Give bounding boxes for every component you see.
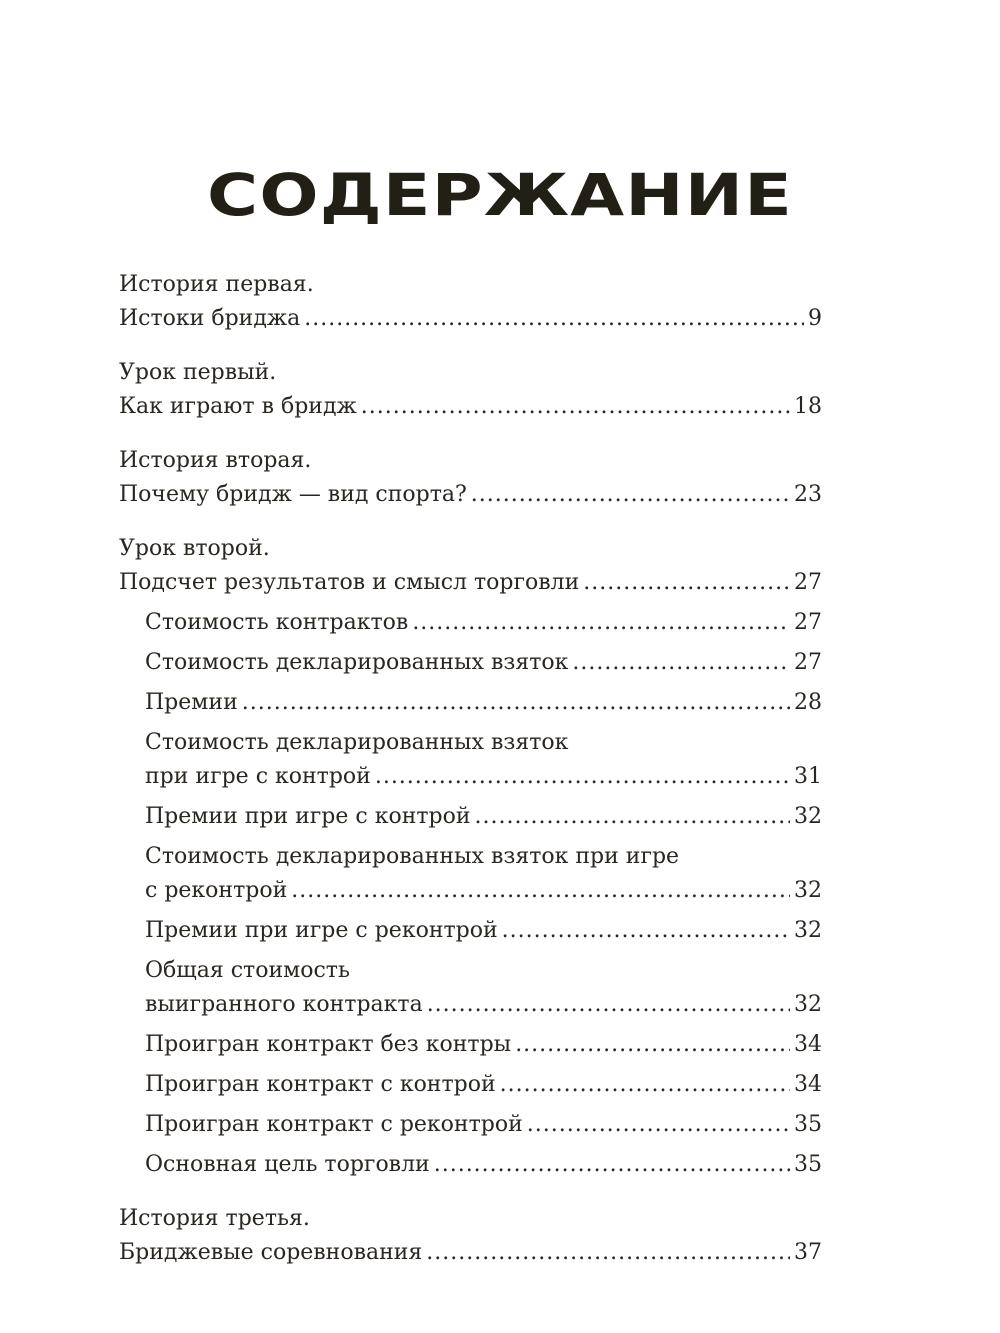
toc-page-number: 28 <box>794 690 822 715</box>
toc-page-number: 32 <box>794 992 822 1017</box>
toc-subentry-title: Премии при игре с реконтрой <box>145 918 498 943</box>
toc-subentry-title: Премии при игре с контрой <box>145 804 471 829</box>
page-title: СОДЕРЖАНИЕ <box>207 161 793 229</box>
toc-page-number: 27 <box>794 610 822 635</box>
toc-page-number: 27 <box>794 650 822 675</box>
table-of-contents <box>119 268 822 1270</box>
toc-subentry[interactable] <box>145 1068 822 1102</box>
toc-page-number: 27 <box>794 570 822 595</box>
toc-entry-title: Почему бридж — вид спорта? <box>119 482 467 507</box>
toc-section <box>119 444 822 512</box>
dot-leader <box>426 1236 790 1270</box>
toc-subentry-title: Стоимость контрактов <box>145 610 409 635</box>
toc-subentry-title-first-line: Стоимость декларированных взяток <box>145 730 569 755</box>
dot-leader <box>242 686 790 720</box>
dot-leader <box>291 874 790 908</box>
toc-section <box>119 356 822 424</box>
toc-entry[interactable] <box>119 1236 822 1270</box>
toc-section-heading: Урок первый. <box>119 360 277 385</box>
toc-entry-title: Как играют в бридж <box>119 394 357 419</box>
toc-subentry-title-first-line: Общая стоимость <box>145 958 350 983</box>
toc-subentry-title: при игре с контрой <box>145 764 371 789</box>
toc-page-number: 32 <box>794 878 822 903</box>
toc-page-number: 32 <box>794 918 822 943</box>
dot-leader <box>361 390 790 424</box>
toc-page-number: 9 <box>808 306 822 331</box>
dot-leader <box>572 646 790 680</box>
dot-leader <box>583 566 790 600</box>
toc-subentry-title-first-line: Стоимость декларированных взяток при игре <box>145 844 680 869</box>
dot-leader <box>427 988 790 1022</box>
dot-leader <box>515 1028 790 1062</box>
toc-subentry-title: с реконтрой <box>145 878 288 903</box>
toc-page-number: 35 <box>794 1152 822 1177</box>
toc-page-number: 37 <box>794 1240 822 1265</box>
toc-subentry[interactable] <box>145 840 822 908</box>
toc-page-number: 23 <box>794 482 822 507</box>
toc-subentry-title: Проигран контракт без контры <box>145 1032 512 1057</box>
toc-section <box>119 1202 822 1270</box>
toc-section <box>119 268 822 336</box>
toc-entry[interactable] <box>119 478 822 512</box>
toc-subentry-title: Стоимость декларированных взяток <box>145 650 569 675</box>
dot-leader <box>500 1068 790 1102</box>
toc-page-number: 32 <box>794 804 822 829</box>
dot-leader <box>304 302 804 336</box>
toc-section-heading: История первая. <box>119 272 314 297</box>
toc-subentry[interactable] <box>145 914 822 948</box>
toc-subentry[interactable] <box>145 686 822 720</box>
toc-page-number: 35 <box>794 1112 822 1137</box>
toc-page-number: 31 <box>794 764 822 789</box>
toc-subentry[interactable] <box>145 1108 822 1142</box>
toc-entry-title: Истоки бриджа <box>119 306 301 331</box>
toc-entry[interactable] <box>119 302 822 336</box>
dot-leader <box>375 760 790 794</box>
toc-subsection-list <box>119 606 822 1182</box>
toc-subentry-title: Премии <box>145 690 238 715</box>
toc-section <box>119 532 822 1182</box>
dot-leader <box>412 606 790 640</box>
toc-subentry[interactable] <box>145 954 822 1022</box>
dot-leader <box>434 1148 790 1182</box>
toc-subentry-title: Проигран контракт с реконтрой <box>145 1112 523 1137</box>
dot-leader <box>475 800 790 834</box>
toc-page-number: 34 <box>794 1032 822 1057</box>
toc-subentry[interactable] <box>145 726 822 794</box>
toc-page-number: 18 <box>794 394 822 419</box>
toc-entry-title: Подсчет результатов и смысл торговли <box>119 570 580 595</box>
dot-leader <box>471 478 790 512</box>
toc-subentry-title: выигранного контракта <box>145 992 423 1017</box>
toc-subentry-title: Основная цель торговли <box>145 1152 430 1177</box>
toc-section-heading: История третья. <box>119 1206 310 1231</box>
dot-leader <box>502 914 790 948</box>
toc-subentry-title: Проигран контракт с контрой <box>145 1072 496 1097</box>
toc-section-heading: История вторая. <box>119 448 312 473</box>
toc-subentry[interactable] <box>145 800 822 834</box>
toc-section-heading: Урок второй. <box>119 536 270 561</box>
toc-entry-title: Бриджевые соревнования <box>119 1240 423 1265</box>
dot-leader <box>527 1108 790 1142</box>
toc-page-number: 34 <box>794 1072 822 1097</box>
toc-entry[interactable] <box>119 390 822 424</box>
toc-entry[interactable] <box>119 566 822 600</box>
toc-subentry[interactable] <box>145 1028 822 1062</box>
toc-subentry[interactable] <box>145 646 822 680</box>
toc-subentry[interactable] <box>145 606 822 640</box>
toc-subentry[interactable] <box>145 1148 822 1182</box>
